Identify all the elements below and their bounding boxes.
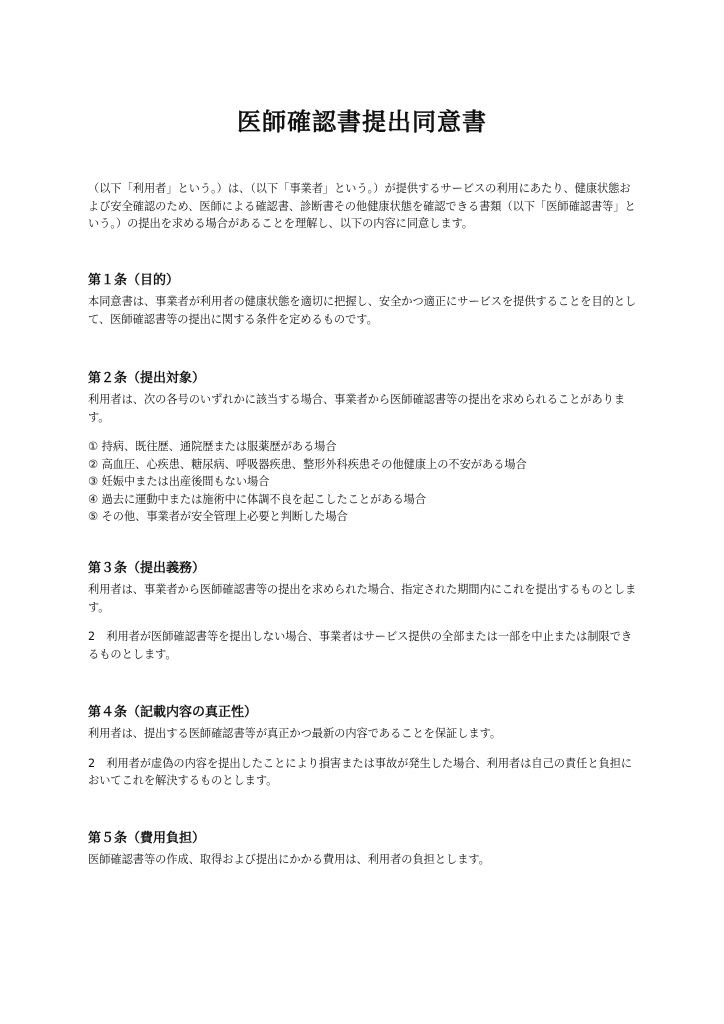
list-item: ① 持病、既往歴、通院歴または服薬歴がある場合 bbox=[88, 440, 337, 453]
article-body-paragraph-2: 2 利用者が虚偽の内容を提出したことにより損害または事故が発生した場合、利用者は自己の責任と負担においてこれを解決するものとします。 bbox=[88, 756, 633, 787]
document-title: 医師確認書提出同意書 bbox=[237, 108, 487, 136]
article-heading: 第３条（提出義務） bbox=[88, 561, 206, 576]
article-5 bbox=[88, 830, 640, 869]
article-1 bbox=[88, 272, 640, 328]
article-heading: 第５条（費用負担） bbox=[88, 831, 206, 846]
article-item-list bbox=[88, 438, 640, 526]
article-heading: 第１条（目的） bbox=[88, 273, 180, 288]
article-4 bbox=[88, 704, 640, 790]
article-heading: 第４条（記載内容の真正性） bbox=[88, 705, 258, 720]
list-item: ③ 妊娠中または出産後間もない場合 bbox=[88, 475, 270, 488]
article-heading: 第２条（提出対象） bbox=[88, 371, 206, 386]
article-2 bbox=[88, 370, 640, 526]
list-item: ⑤ その他、事業者が安全管理上必要と判断した場合 bbox=[88, 510, 348, 523]
article-body: 本同意書は、事業者が利用者の健康状態を適切に把握し、安全かつ適正にサービスを提供することを目的として、医師確認書等の提出に関する条件を定めるものです。 bbox=[88, 295, 637, 326]
article-body: 利用者は、事業者から医師確認書等の提出を求められた場合、指定された期間内にこれを提出するものとします。 bbox=[88, 583, 637, 614]
list-item: ② 高血圧、心疾患、糖尿病、呼吸器疾患、整形外科疾患その他健康上の不安がある場合 bbox=[88, 457, 527, 471]
article-body: 利用者は、次の各号のいずれかに該当する場合、事業者から医師確認書等の提出を求められることがあります。 bbox=[88, 393, 626, 424]
intro-paragraph: （以下「利用者」という。）は、（以下「事業者」という。）が提供するサービスの利用にあたり、健康状態および安全確認のため、医師による確認書、診断書その他健康状態を確認できる書類（以下「医師確認書等」という。）の提出を求める場合があることを理解し、以下の内容に同意します。 bbox=[88, 182, 636, 230]
article-body: 利用者は、提出する医師確認書等が真正かつ最新の内容であることを保証します。 bbox=[88, 727, 502, 740]
article-body: 医師確認書等の作成、取得および提出にかかる費用は、利用者の負担とします。 bbox=[88, 853, 490, 866]
list-item: ④ 過去に運動中または施術中に体調不良を起こしたことがある場合 bbox=[88, 492, 427, 506]
article-3 bbox=[88, 560, 640, 663]
article-body-paragraph-2: 2 利用者が医師確認書等を提出しない場合、事業者はサービス提供の全部または一部を中止または制限できるものとします。 bbox=[88, 630, 633, 661]
